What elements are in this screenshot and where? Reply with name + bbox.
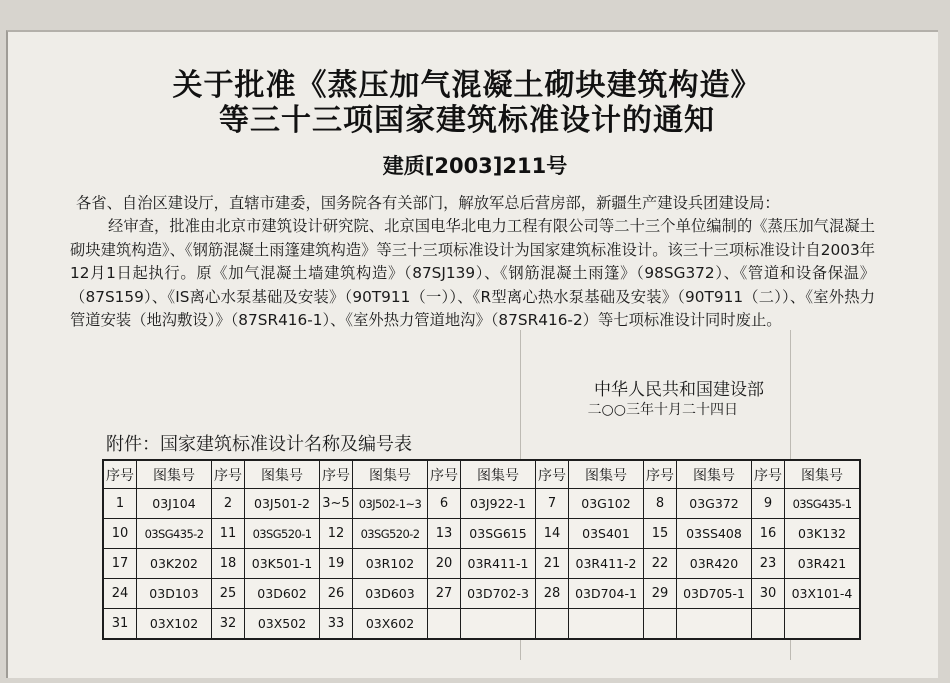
table-cell-code: 03D702-3	[461, 579, 536, 609]
table-cell-number: 11	[212, 519, 245, 549]
standards-index-table	[102, 459, 861, 640]
header-no: 序号	[428, 460, 461, 489]
header-no: 序号	[212, 460, 245, 489]
table-cell-number: 32	[212, 609, 245, 640]
table-cell-code: 03SG520-2	[353, 519, 428, 549]
table-cell-number: 31	[103, 609, 137, 640]
table-cell-number: 33	[320, 609, 353, 640]
table-cell-code: 03R411-2	[569, 549, 644, 579]
table-cell-number: 9	[752, 489, 785, 519]
table-cell-code: 03R420	[677, 549, 752, 579]
table-cell-number: 10	[103, 519, 137, 549]
header-no: 序号	[644, 460, 677, 489]
table-cell-code: 03X602	[353, 609, 428, 640]
table-row	[103, 609, 860, 640]
table-cell-code: 03D103	[137, 579, 212, 609]
table-cell-number: 20	[428, 549, 461, 579]
table-row	[103, 519, 860, 549]
header-code: 图集号	[569, 460, 644, 489]
table-cell-code: 03K501-1	[245, 549, 320, 579]
table-cell-number: 24	[103, 579, 137, 609]
header-code: 图集号	[137, 460, 212, 489]
table-cell-code: 03D602	[245, 579, 320, 609]
table-cell-number	[428, 609, 461, 640]
table-row	[103, 549, 860, 579]
table-cell-code: 03X102	[137, 609, 212, 640]
table-cell-number: 23	[752, 549, 785, 579]
table-cell-code	[785, 609, 861, 640]
table-cell-number: 18	[212, 549, 245, 579]
table-cell-number: 13	[428, 519, 461, 549]
notice-body	[70, 192, 875, 332]
table-cell-code	[461, 609, 536, 640]
table-header-row	[103, 460, 860, 489]
table-cell-number: 22	[644, 549, 677, 579]
table-cell-number	[752, 609, 785, 640]
table-cell-number: 30	[752, 579, 785, 609]
header-code: 图集号	[785, 460, 861, 489]
main-paragraph: 经审查，批准由北京市建筑设计研究院、北京国电华北电力工程有限公司等二十三个单位编制的《蒸压加气混凝土砌块建筑构造》、《钢筋混凝土雨篷建筑构造》等三十三项标准设计为国家建筑标准设计。该三十三项标准设计自2003年12月1日起执行。原《加气混凝土墙建筑构造》（87SJ139）、《钢筋混凝土雨篷》（98SG372）、《管道和设备保温》（87S159）、《IS离心水泵基础及安装》（90T911（一））、《R型离心热水泵基础及安装》（90T911（二））、《室外热力管道安装（地沟敷设）》（87SR416-1）、《室外热力管道地沟》（87SR416-2）等七项标准设计同时废止。	[70, 217, 875, 330]
table-cell-code: 03K202	[137, 549, 212, 579]
table-cell-code: 03SG435-1	[785, 489, 861, 519]
table-cell-number: 6	[428, 489, 461, 519]
header-code: 图集号	[461, 460, 536, 489]
table-cell-code: 03S401	[569, 519, 644, 549]
header-no: 序号	[103, 460, 137, 489]
table-cell-code: 03SG435-2	[137, 519, 212, 549]
issuer: 中华人民共和国建设部	[594, 380, 764, 400]
attachment-title: 附件：国家建筑标准设计名称及编号表	[106, 434, 412, 455]
notice-title-line-1: 关于批准《蒸压加气混凝土砌块建筑构造》	[172, 68, 762, 103]
table-cell-code: 03SG615	[461, 519, 536, 549]
table-cell-code: 03X101-4	[785, 579, 861, 609]
table-row	[103, 579, 860, 609]
table-cell-code: 03X502	[245, 609, 320, 640]
table-cell-number: 29	[644, 579, 677, 609]
table-cell-code: 03G102	[569, 489, 644, 519]
table-cell-number: 1	[103, 489, 137, 519]
addressee-line: 各省、自治区建设厅，直辖市建委，国务院各有关部门，解放军总后营房部，新疆生产建设兵团建设局：	[76, 194, 780, 212]
table-cell-number: 16	[752, 519, 785, 549]
header-no: 序号	[752, 460, 785, 489]
table-cell-number: 26	[320, 579, 353, 609]
table-cell-number: 14	[536, 519, 569, 549]
table-cell-code: 03J501-2	[245, 489, 320, 519]
table-cell-number: 7	[536, 489, 569, 519]
table-cell-code	[569, 609, 644, 640]
header-code: 图集号	[245, 460, 320, 489]
header-code: 图集号	[353, 460, 428, 489]
table-cell-number: 27	[428, 579, 461, 609]
table-cell-number: 15	[644, 519, 677, 549]
table-cell-number: 17	[103, 549, 137, 579]
table-cell-number: 19	[320, 549, 353, 579]
table-cell-number	[644, 609, 677, 640]
table-cell-number: 25	[212, 579, 245, 609]
table-cell-number: 12	[320, 519, 353, 549]
issue-date: 二○○三年十月二十四日	[587, 402, 738, 418]
table-row	[103, 489, 860, 519]
table-cell-number: 8	[644, 489, 677, 519]
table-cell-code: 03R421	[785, 549, 861, 579]
table-cell-code: 03J502-1~3	[353, 489, 428, 519]
table-cell-code	[677, 609, 752, 640]
header-code: 图集号	[677, 460, 752, 489]
table-cell-code: 03SS408	[677, 519, 752, 549]
table-cell-code: 03D704-1	[569, 579, 644, 609]
table-cell-number: 21	[536, 549, 569, 579]
table-cell-number: 3~5	[320, 489, 353, 519]
table-cell-code: 03D705-1	[677, 579, 752, 609]
table-cell-number	[536, 609, 569, 640]
table-cell-code: 03J922-1	[461, 489, 536, 519]
table-cell-code: 03R411-1	[461, 549, 536, 579]
table-cell-code: 03G372	[677, 489, 752, 519]
table-cell-code: 03K132	[785, 519, 861, 549]
table-cell-code: 03R102	[353, 549, 428, 579]
header-no: 序号	[320, 460, 353, 489]
table-cell-code: 03J104	[137, 489, 212, 519]
table-cell-number: 28	[536, 579, 569, 609]
notice-title-line-2: 等三十三项国家建筑标准设计的通知	[219, 103, 715, 138]
table-cell-code: 03SG520-1	[245, 519, 320, 549]
document-number: 建质[2003]211号	[382, 154, 568, 178]
header-no: 序号	[536, 460, 569, 489]
table-cell-code: 03D603	[353, 579, 428, 609]
table-cell-number: 2	[212, 489, 245, 519]
